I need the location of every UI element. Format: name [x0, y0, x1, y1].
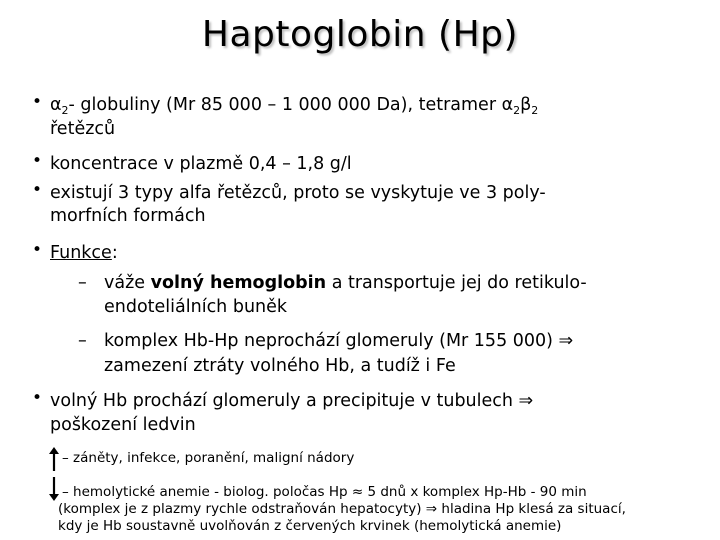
bullet-dot-icon: • [32, 151, 43, 171]
bullet-free-hb: volný Hb prochází glomeruly a precipituje v tubulech ⇒ [50, 391, 534, 411]
subscript: 2 [531, 104, 539, 117]
decrease-explanation: (komplex je z plazmy rychle odstraňován hepatocyty) ⇒ hladina Hp klesá za situací, [58, 501, 626, 517]
colon: : [111, 243, 118, 263]
bullet-globulin [50, 94, 538, 122]
increase-causes: – záněty, infekce, poranění, maligní nádory [62, 450, 355, 466]
sub-bullet-text: a transportuje jej do retikulo- [326, 273, 587, 293]
bullet-dot-icon: • [32, 240, 43, 260]
dash-icon: – [78, 331, 87, 351]
sub-bullet-continuation: endoteliálních buněk [104, 297, 288, 317]
page-title: Haptoglobin (Hp) [201, 14, 519, 55]
sub-bullet-text: váže [104, 273, 151, 293]
bullet-continuation: morfních formách [50, 206, 206, 226]
decrease-causes: – hemolytické anemie - biolog. poločas Hp ≈ 5 dnů x komplex Hp-Hb - 90 min [62, 484, 587, 500]
bullet-dot-icon: • [32, 388, 43, 408]
sub-bullet-continuation: zamezení ztráty volného Hb, a tudíž i Fe [104, 356, 456, 376]
bullet-continuation: poškození ledvin [50, 415, 196, 435]
subscript: 2 [61, 104, 69, 117]
bullet-function-heading [50, 242, 118, 264]
alpha-symbol: α [50, 95, 62, 115]
bullet-dot-icon: • [32, 92, 43, 112]
sub-bullet-complex: komplex Hb-Hp neprochází glomeruly (Mr 155 000) ⇒ [104, 331, 574, 351]
bullet-polymorph: existují 3 typy alfa řetězců, proto se vyskytuje ve 3 poly- [50, 183, 546, 203]
arrow-up-icon [48, 446, 60, 472]
bullet-concentration: koncentrace v plazmě 0,4 – 1,8 g/l [50, 154, 352, 174]
arrow-down-icon [48, 476, 60, 502]
dash-icon: – [78, 273, 87, 293]
sub-bullet-binding [104, 272, 587, 294]
subscript: 2 [513, 104, 521, 117]
bullet-continuation: řetězců [50, 119, 116, 139]
function-word: Funkce [50, 243, 112, 263]
bullet-text: - globuliny (Mr 85 000 – 1 000 000 Da), tetramer α [68, 95, 514, 115]
beta-symbol: β [520, 95, 532, 115]
sub-bullet-bold: volný hemoglobin [150, 273, 327, 293]
bullet-dot-icon: • [32, 180, 43, 200]
decrease-explanation: kdy je Hb soustavně uvolňován z červených krvinek (hemolytická anemie) [58, 518, 562, 534]
